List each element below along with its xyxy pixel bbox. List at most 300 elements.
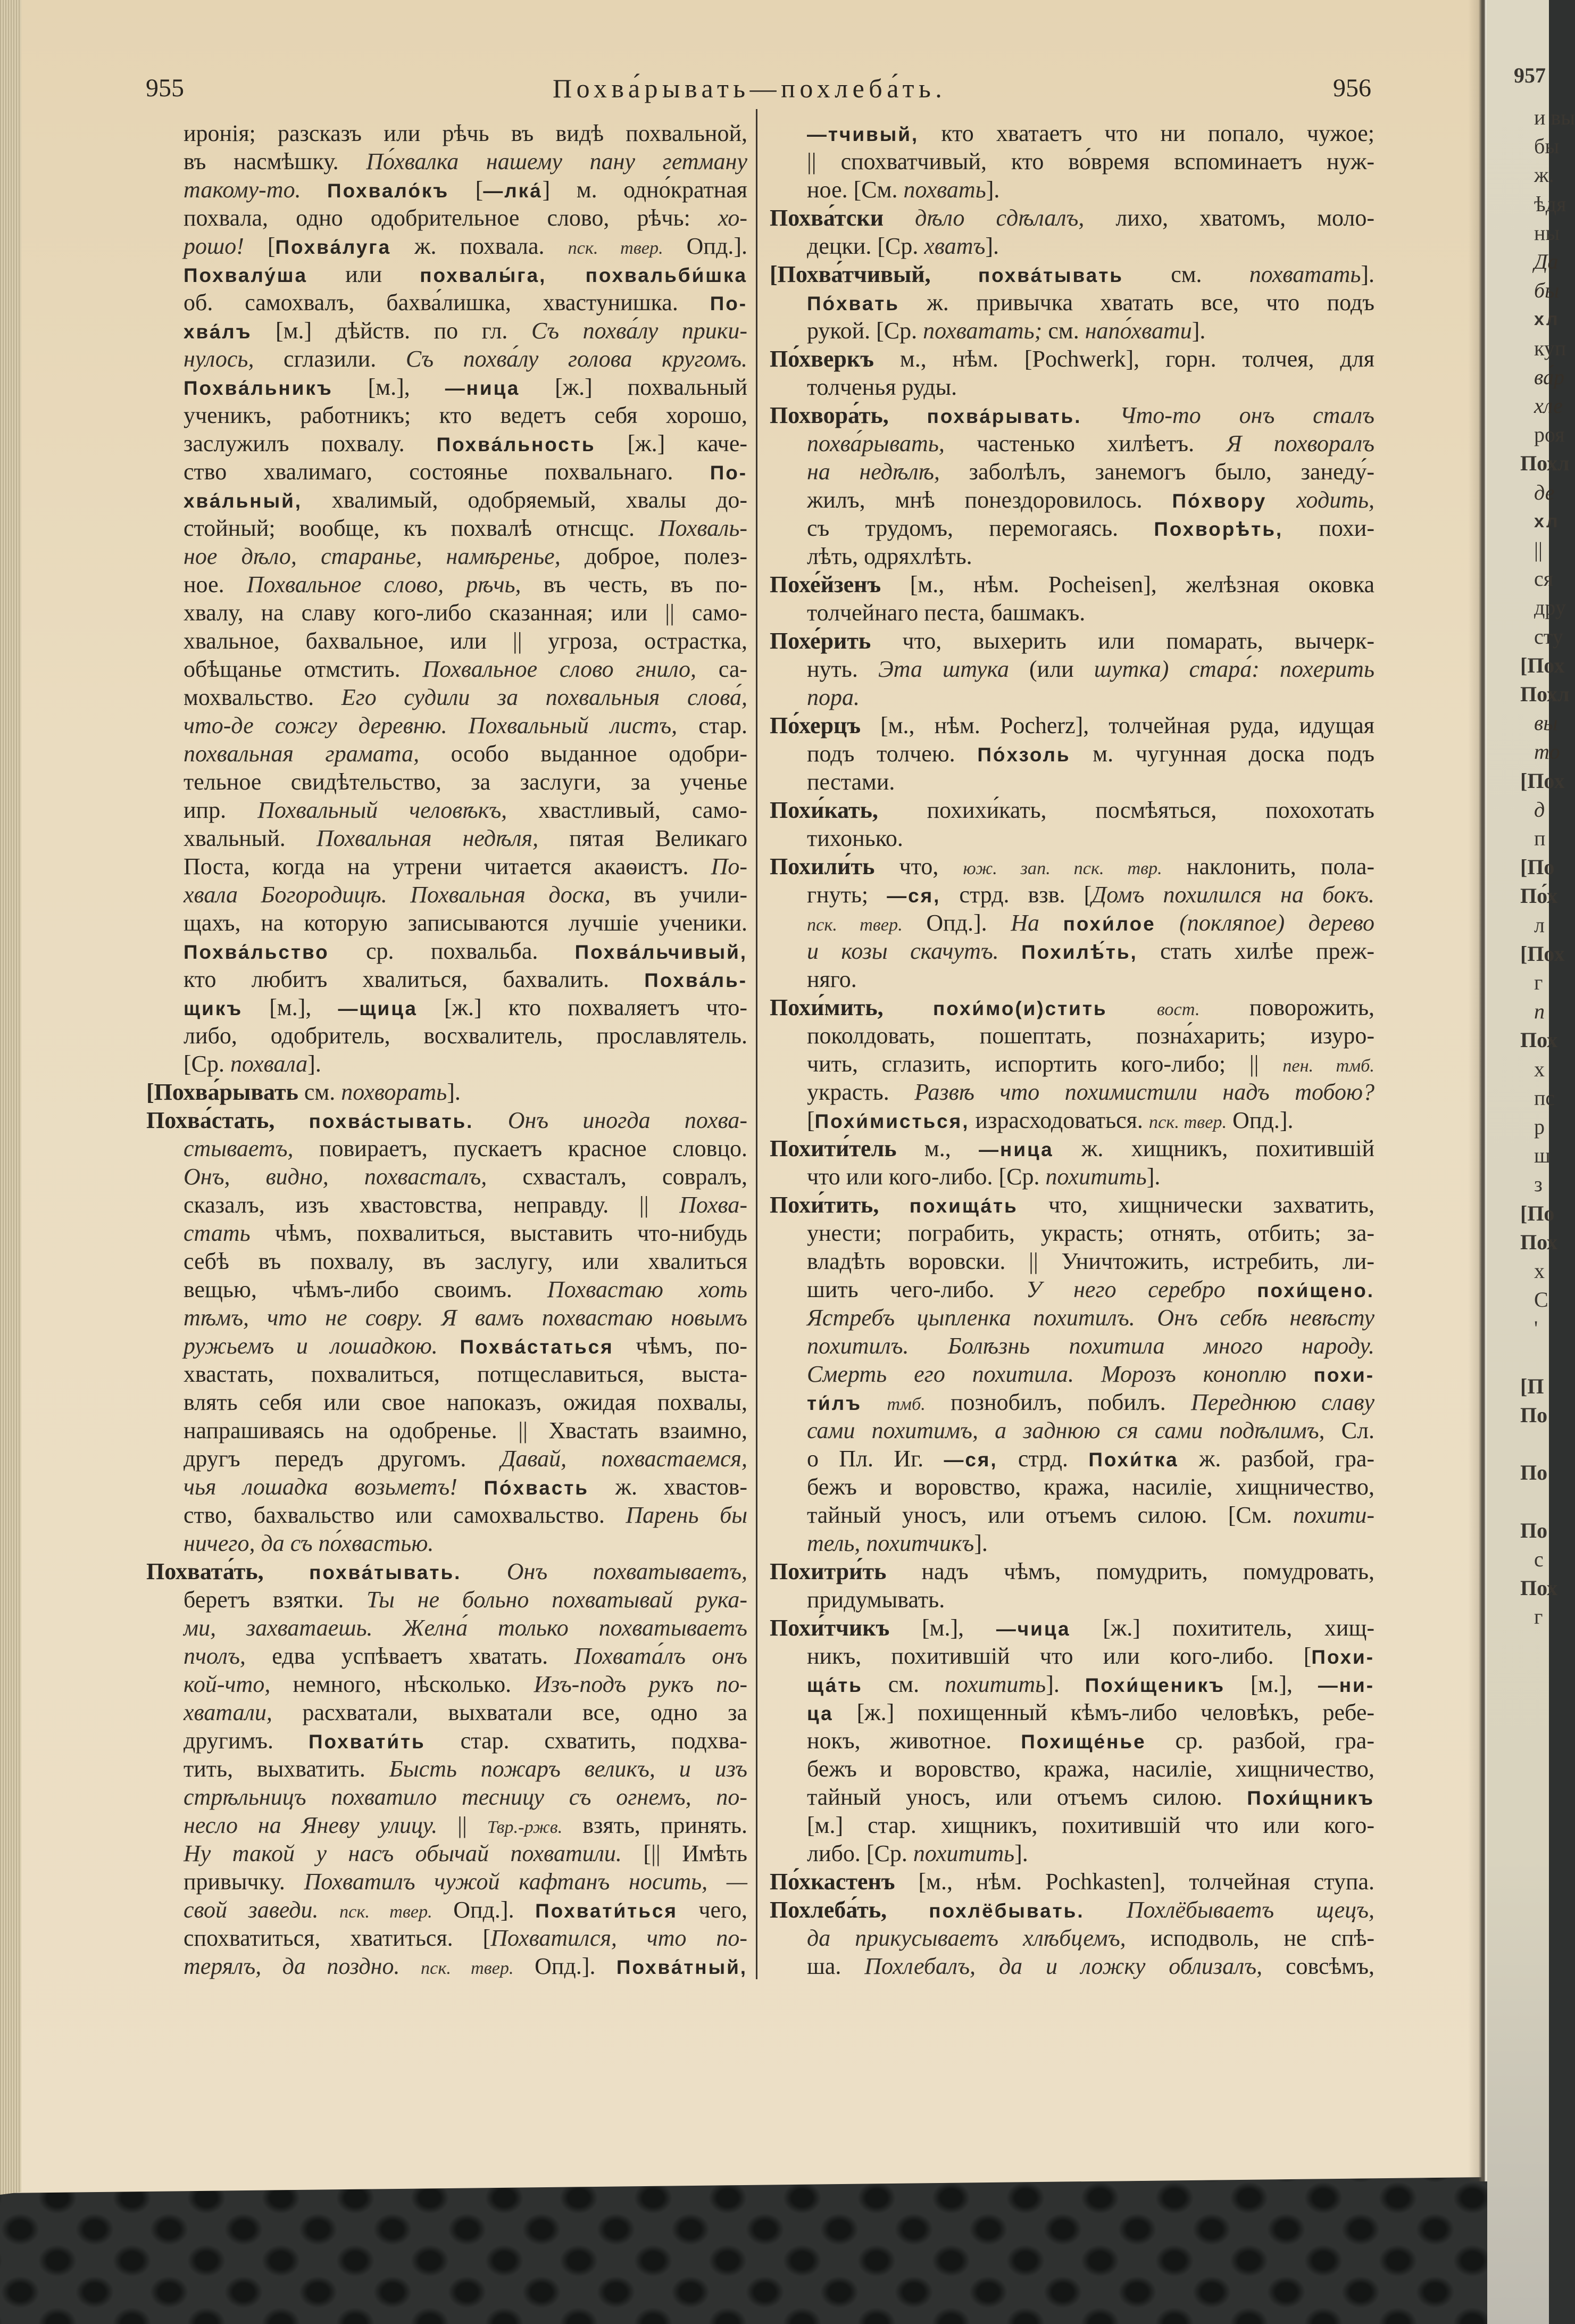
definition-text: ство, бахвальство или самохвальство. [184,1502,626,1528]
definition-text: повираетъ, пускаетъ красное словцо. [293,1135,747,1161]
text-line [770,1191,1374,1219]
definition-text [999,938,1021,964]
definition-text: тайный уносъ, или отъемъ силою. [807,1784,1247,1810]
definition-text: ж. привычка хватать все, что подъ [899,289,1374,316]
definition-text: толченья руды. [807,374,957,400]
definition-text: хвалу, на славу кого-либо сказанная; или || само- [184,600,747,626]
example-text: стать [184,1220,251,1246]
definition-text: [м.], [332,374,445,400]
definition-text: въ честь, въ по- [521,571,748,597]
subentry-headword: Похи́тка [1088,1449,1179,1471]
definition-text [889,402,927,428]
text-line [770,683,1374,711]
definition-text: что, выхерить или помарать, вычерк- [871,628,1374,654]
next-page-fragment: ж. [1534,163,1554,187]
definition-text: бежъ и воровство, кража, насиліе, хищничество, [807,1756,1374,1782]
example-text: шутка) стара́: похерить [1094,656,1374,682]
next-page-fragment: х [1534,1057,1545,1081]
text-line [770,1755,1374,1783]
example-text: ходить, [1296,487,1375,513]
text-line [770,176,1374,204]
entry-headword: Похи́тить, [770,1192,879,1218]
definition-text: владѣть воровски. || Уничтожить, истребить, ли- [807,1248,1374,1274]
definition-text: чѣмъ, похвалиться, выставить что-нибудь [250,1220,747,1246]
text-line [770,627,1374,655]
example-text: стываетъ, [184,1135,294,1161]
example-text: Эта штука [878,656,1009,682]
text-line [146,1783,747,1811]
subentry-headword: хва́лъ [184,321,252,343]
definition-text: другъ передъ другомъ. [184,1446,501,1472]
definition-text: [м.] дѣйств. по гл. [252,318,531,344]
subentry-headword: По- [710,462,747,484]
definition-text: расхватали, выхватали все, одно за [272,1699,747,1725]
next-page-fragment: Похл [1520,451,1570,476]
example-text: Развѣ что похимистили надъ тобою? [914,1079,1374,1105]
example-text: да прикусываетъ хлѣбцемъ, [807,1925,1126,1951]
text-line [146,1670,747,1698]
next-page-fragment: Пох [1520,1230,1558,1254]
definition-text: децки. [Ср. [807,233,924,259]
definition-text: ж. похвала. [391,233,568,259]
definition-text: мохвальство. [184,684,341,710]
definition-text: [Ср. [184,1051,230,1077]
definition-text: придумывать. [807,1587,945,1613]
subentry-headword: По́хзоль [977,744,1071,766]
next-page-fragment: п [1534,999,1545,1024]
text-line [146,599,747,627]
subentry-headword: Похворѣть, [1154,518,1284,540]
definition-text [438,1333,460,1359]
definition-text: никъ, похитившій что или кого-либо. [ [807,1643,1312,1669]
text-line [146,1445,747,1473]
text-line [770,937,1374,965]
example-text: хо- [718,205,747,231]
definition-text: Поста, когда на утрени читается акаѳистъ. [184,853,711,879]
subentry-headword: —лка́ [483,180,543,202]
text-line [146,937,747,965]
definition-text: ша. [807,1953,865,1979]
entry-headword: По́херцъ [770,712,861,738]
text-line [770,345,1374,373]
definition-text: нуть. [807,656,878,682]
text-line [770,1839,1374,1868]
subentry-headword: —ся, [944,1449,998,1471]
example-text: Что-то онъ сталъ [1120,402,1375,428]
example-text: свой заведи. [184,1897,319,1923]
text-line [146,542,747,570]
text-line [770,1783,1374,1811]
subentry-headword: —ни- [1318,1674,1374,1696]
example-text: ное дѣло, старанье, намѣренье, [184,543,561,569]
text-line [770,1445,1374,1473]
subentry-headword: похи́лое [1063,913,1156,935]
region-abbreviation: тмб. [887,1394,926,1414]
subentry-headword: Похи́мисться, [814,1110,970,1132]
example-text: похвальная грамата, [184,741,420,767]
text-line [146,176,747,204]
definition-text: хвальный. [184,825,316,851]
text-line [770,1698,1374,1727]
next-page-fragment: х [1534,1259,1545,1283]
subentry-headword: Похи́щеникъ [1085,1674,1225,1696]
text-line [770,1586,1374,1614]
definition-text: Опд.]. [1227,1107,1294,1133]
definition-text: что, [874,853,963,879]
definition-text: ж. хвастов- [589,1474,748,1500]
text-line [146,1360,747,1388]
definition-text: израсходоваться. [969,1107,1149,1133]
region-abbreviation: Твр.-ржв. [487,1817,563,1837]
entry-headword: По́хкастенъ [770,1869,895,1895]
text-line [146,1473,747,1501]
subentry-headword: —тчивый, [807,123,919,145]
text-line [770,1050,1374,1078]
text-line [146,1868,747,1896]
text-line [146,768,747,796]
definition-text: рукой. [Ср. [807,318,923,344]
definition-text: [м., нѣм. Pocheisen], желѣзная оковка [881,571,1374,597]
definition-text: немного, нѣсколько. [270,1671,534,1697]
definition-text: Опд.]. [663,233,748,259]
example-text: (покляпое) дерево [1179,910,1375,936]
next-page-fragment: По [1520,1460,1548,1485]
definition-text: похвала, одно одобрительное слово, рѣчь: [184,205,718,231]
definition-text: ипр. [184,797,258,823]
example-text: пчолъ, [184,1643,246,1669]
subentry-headword: ти́лъ [807,1392,862,1414]
text-line [146,317,747,345]
text-line [770,796,1374,824]
region-abbreviation: юж. зап. пск. твр. [963,858,1162,878]
definition-text: ]. [1361,261,1374,287]
entry-headword: Похи́мить, [770,994,884,1020]
subentry-headword: Похва́льство [184,941,329,963]
definition-text: м. чугунная доска подъ [1070,741,1374,767]
example-text: пора. [807,684,860,710]
region-abbreviation: пен. тмб. [1282,1056,1374,1076]
entry-headword: Похвора́ть, [770,402,889,428]
example-text: Похваль- [658,515,747,541]
definition-text: въ учили- [610,882,748,908]
text-line [146,1755,747,1783]
example-text: Переднюю славу [1190,1389,1375,1415]
next-page-fragment: пс [1534,1085,1555,1110]
subentry-headword: похвалы́га, похвальби́шка [420,264,747,286]
example-text: Его судили за похвальныя слова́, [341,684,747,710]
text-line [146,852,747,881]
text-line [770,852,1374,881]
example-text: Я похворалъ [1226,430,1374,456]
definition-text: Опд.]. [432,1897,536,1923]
definition-text: об. самохвалъ, бахва́лишка, хвастунишка. [184,289,710,316]
next-page-fragment: ' [1534,1316,1538,1341]
example-text: Ты не больно похватывай рука- [366,1587,747,1613]
definition-text: [|| Имѣть [621,1840,747,1866]
definition-text [319,1897,340,1923]
subentry-headword: Похва́статься [460,1336,614,1358]
text-line [146,627,747,655]
text-line [770,1501,1374,1529]
definition-text: ] м. одно́кратная [542,177,747,203]
definition-text [1266,487,1296,513]
text-line [146,486,747,514]
definition-text: кто любитъ хвалиться, бахвалить. [184,966,645,992]
definition-text: влять себя или свое напоказъ, ожидая похвалы, [184,1389,747,1415]
example-text: кой-что, [184,1671,271,1697]
definition-text: са- [696,656,748,682]
definition-text: иронія; разсказъ или рѣчь въ видѣ похвальной, [184,120,747,146]
next-page-fragment: р [1534,1115,1545,1139]
definition-text: стрд. [997,1446,1089,1472]
definition-text: тихонько. [807,825,903,851]
definition-text: хвастливый, само- [507,797,747,823]
example-text: похватать [1249,261,1361,287]
definition-text: || спохватчивый, кто во́время вспоминаетъ нуж- [807,148,1374,175]
text-line [146,1050,747,1078]
definition-text: лихо, хватомъ, моло- [1084,205,1374,231]
entry-headword: Похва́тски [770,205,884,231]
example-text: Похва- [679,1192,747,1218]
example-text: похити- [1293,1502,1374,1528]
example-text: похитить [944,1671,1046,1697]
entry-headword: Похити́тель [770,1135,897,1161]
example-text: На [1011,910,1040,936]
column-left [146,119,747,1980]
definition-text: ж. разбой, гра- [1178,1446,1374,1472]
definition-text: беретъ взятки. [184,1587,367,1613]
text-line [770,824,1374,852]
example-text: По́хвалка нашему пану гетману [366,148,747,175]
subentry-headword: Похище́нье [1021,1731,1146,1753]
text-line [146,1896,747,1924]
next-page-fragment: хл [1534,511,1560,532]
example-text: Похвата́лъ онъ [574,1643,747,1669]
definition-text: м., [896,1135,979,1161]
example-text: Съ похва́лу прики- [531,318,747,344]
definition-text: жилъ, мнѣ понездоровилось. [807,487,1172,513]
text-line [146,429,747,458]
example-text: нулось, [184,346,254,372]
definition-text: [ [449,177,484,203]
definition-text [1081,402,1120,428]
region-abbreviation: пск. твер. [1148,1112,1227,1132]
definition-text: чить, сглазить, испортить кого-либо; || [807,1051,1283,1077]
definition-text [1156,910,1180,936]
definition-text: обѣщанье отмстить. [184,656,423,682]
definition-text [862,1389,887,1415]
example-text: Парень бы [626,1502,747,1528]
definition-text: взять, принять. [562,1812,747,1838]
subentry-headword: Похи- [1311,1646,1374,1668]
text-line [770,965,1374,993]
text-line [146,1134,747,1163]
next-page-fragment: [Пох [1520,941,1565,966]
text-line [770,1078,1374,1106]
text-line [770,1388,1374,1416]
definition-text: частенько хилѣетъ. [944,430,1227,456]
region-abbreviation: вост. [1156,999,1200,1019]
definition-text: ]. [974,1530,988,1556]
column-right [770,119,1374,1980]
subentry-headword: —ница [445,377,520,399]
next-page-fragment: л [1534,912,1545,937]
example-text: дѣло сдѣлалъ, [915,205,1085,231]
definition-text: шить чего-либо. [807,1276,1026,1302]
next-page-fragment: и вы [1534,105,1575,129]
example-text: У него серебро [1026,1276,1226,1302]
definition-text: похихи́кать, посмѣяться, похохотать [878,797,1374,823]
definition-text: бежъ и воровство, кража, насиліе, хищничество, [807,1474,1374,1500]
subentry-headword: ща́ть [807,1674,863,1696]
definition-text [399,1953,420,1979]
definition-text: подъ толчею. [807,741,978,767]
definition-text: гнуть; [807,882,887,908]
text-line [770,599,1374,627]
text-line [770,881,1374,909]
subentry-headword: похи- [1313,1364,1374,1386]
definition-text: стать хилѣе преж- [1137,938,1375,964]
text-line [770,1275,1374,1304]
text-line [146,204,747,232]
definition-text: съ трудомъ, перемогаясь. [807,515,1154,541]
text-line [770,373,1374,401]
subentry-headword: Похва́ль- [644,969,747,991]
text-line [146,1811,747,1839]
definition-text: едва успѣваетъ хватать. [245,1643,574,1669]
next-page-fragment: || [1534,538,1543,562]
text-line [770,1614,1374,1642]
definition-text: || [437,1812,487,1838]
definition-text: совсѣмъ, [1262,1953,1375,1979]
definition-text [1226,1276,1257,1302]
text-line [770,1868,1374,1896]
definition-text: чѣмъ, по- [613,1333,747,1359]
text-line [146,1078,747,1106]
text-line [146,824,747,852]
definition-text: кто хватаетъ что ни попало, чужое; [919,120,1374,146]
definition-text: ]. [1191,318,1206,344]
definition-text: ]. [1146,1164,1161,1190]
definition-text: что или кого-либо. [Ср. [807,1164,1046,1190]
example-text: Похлёбываетъ щецъ, [1126,1897,1374,1923]
text-line [146,1304,747,1332]
definition-text [1107,994,1157,1020]
region-abbreviation: пск. твер. [420,1958,514,1978]
text-line [146,655,747,683]
definition-text [879,1192,909,1218]
next-page-fragment: сту [1534,624,1563,649]
text-line [146,1163,747,1191]
example-text: несло на Яневу улицу. [184,1812,438,1838]
example-text: Смерть его похитила. Морозъ коноплю [807,1361,1287,1387]
example-text: Онъ иногда похва- [507,1107,748,1133]
example-text: ми, захватаешь. Желна́ только похватываетъ [184,1615,747,1641]
text-line [146,345,747,373]
definition-text: лѣть, одряхлѣть. [807,543,972,569]
next-page-fragment: По [1520,1403,1548,1427]
next-page-fragment: По [1520,1518,1548,1542]
definition-text: вещью, чѣмъ-либо своимъ. [184,1276,547,1302]
next-page-fragment: По́х [1520,884,1558,908]
definition-text: либо. [Ср. [807,1840,913,1866]
example-text: ружьемъ и лошадкою. [184,1333,438,1359]
text-line [146,683,747,711]
text-line [146,260,747,288]
entry-headword: Похе́рить [770,628,871,654]
definition-text: [м.], [889,1615,996,1641]
definition-text: хвальное, бахвальное, или || угроза, острастка, [184,628,747,654]
next-page-fragment: С [1534,1288,1548,1312]
text-line [770,1360,1374,1388]
next-page-fragment: ш [1534,1143,1551,1168]
text-line [770,909,1374,937]
definition-text [274,1107,309,1133]
text-line [770,429,1374,458]
text-line [770,486,1374,514]
definition-text [931,261,978,287]
example-text: чья лошадка возьметъ! [184,1474,457,1500]
text-line [146,1698,747,1727]
example-text: Похвальное слово гнило, [422,656,697,682]
example-text: стрѣльницъ похватило тесницу съ огнемъ, по- [184,1784,747,1810]
text-line [770,514,1374,542]
text-line [770,317,1374,345]
text-line [146,401,747,429]
text-line [770,232,1374,260]
text-line [146,147,747,176]
text-line [770,1811,1374,1839]
next-page-fragment: бы [1534,278,1560,303]
next-page-fragment: бы [1534,134,1560,159]
text-line [146,796,747,824]
entry-headword: Похи́тчикъ [770,1615,890,1641]
subentry-headword: похва́стывать. [309,1110,474,1132]
text-line [146,1529,747,1557]
subentry-headword: Похва́тный, [616,1956,747,1978]
text-line [146,514,747,542]
subentry-headword: По́хвать [807,293,899,314]
text-line [770,768,1374,796]
example-text: Похвальная недѣля, [316,825,539,851]
definition-text: см. [298,1079,341,1105]
text-line [770,147,1374,176]
text-line [146,1416,747,1445]
subentry-headword: Похва́льникъ [184,377,333,399]
definition-text: [м.] стар. хищникъ, похитившій что или кого- [807,1812,1374,1838]
text-line [146,993,747,1022]
example-text: и козы скачутъ. [807,938,999,964]
subentry-headword: похища́ть [909,1195,1018,1217]
definition-text: пестами. [807,769,895,795]
definition-text: Опд.]. [513,1953,616,1979]
definition-text [301,177,327,203]
definition-text: тить, выхватить. [184,1756,389,1782]
next-page-strip [1487,0,1575,2324]
example-text: хвала Богородицѣ. Похвальная доска, [184,882,611,908]
definition-text: стрд. взв. [ [940,882,1092,908]
example-text: терялъ, да поздно. [184,1953,400,1979]
definition-text: похи- [1283,515,1374,541]
subentry-headword: похи́щено. [1257,1280,1375,1301]
definition-text: хвастать, похвалиться, потщеславиться, выста- [184,1361,747,1387]
next-page-fragment: дру [1534,595,1566,620]
text-line [146,965,747,993]
entry-headword: Похе́йзенъ [770,571,881,597]
definition-text: о Пл. Иг. [807,1446,944,1472]
definition-text: см. [1123,261,1249,287]
subentry-headword: Похвати́ться [535,1900,678,1922]
